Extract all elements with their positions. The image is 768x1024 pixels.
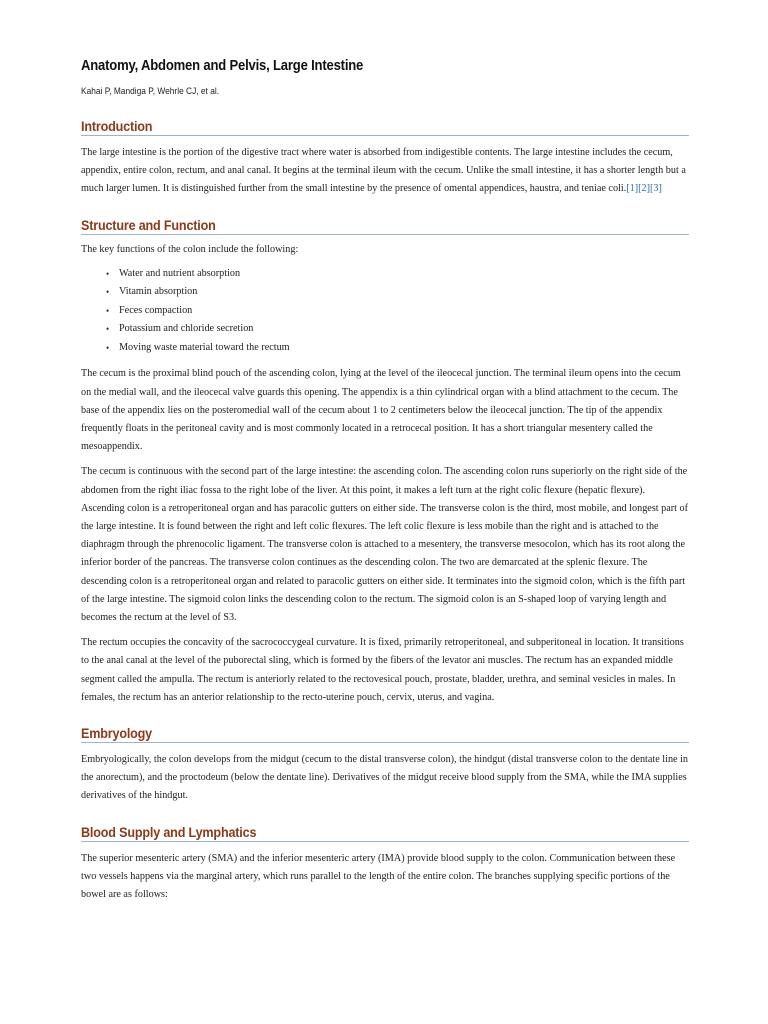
section-heading-embryology: Embryology	[81, 725, 689, 743]
list-item: • Potassium and chloride secretion	[119, 320, 689, 339]
document-authors: Kahai P, Mandiga P, Wehrle CJ, et al.	[81, 86, 220, 97]
functions-list	[81, 265, 689, 358]
section-heading-introduction: Introduction	[81, 118, 689, 136]
bullet-icon: •	[106, 342, 110, 353]
structure-intro: The key functions of the colon include the following:	[81, 243, 299, 255]
bullet-icon: •	[106, 305, 110, 316]
list-item: • Feces compaction	[119, 302, 689, 321]
list-item: • Water and nutrient absorption	[119, 265, 689, 284]
bullet-icon: •	[106, 287, 110, 298]
document-title: Anatomy, Abdomen and Pelvis, Large Intestine	[81, 58, 364, 74]
citation-link[interactable]: [1][2][3]	[626, 183, 662, 195]
bullet-icon: •	[106, 324, 110, 335]
introduction-paragraph: The large intestine is the portion of the digestive tract where water is absorbed from indigestible contents. The large intestine includes the cecum, appendix, entire colon, rectum, and anal canal. It begins at the terminal ileum with the cecum. Unlike the small intestine, it has a shorter length but a much larger lumen. It is distinguished further from the small intestine by the presence of omental appendices, haustra, and teniae coli.[1][2][3]	[81, 147, 686, 195]
structure-paragraph-rectum: The rectum occupies the concavity of the sacrococcygeal curvature. It is fixed, primarily retroperitoneal, and subperitoneal in location. It transitions to the anal canal at the level of the puborectal sling, which is formed by the fibers of the levator ani muscles. The rectum has an expanded middle segment called the ampulla. The rectum is anteriorly related to the rectovesical pouch, prostate, bladder, urethra, and seminal vesicles in males. In females, the rectum has an anterior relationship to the recto-uterine pouch, cervix, uterus, and vagina.	[81, 637, 684, 703]
structure-paragraph-colon: The cecum is continuous with the second part of the large intestine: the ascending colon. The ascending colon runs superiorly on the right side of the abdomen from the right iliac fossa to the right lobe of the liver. At this point, it makes a left turn at the right colic flexure (hepatic flexure). Ascending colon is a retroperitoneal organ and has paracolic gutters on either side. The transverse colon is the third, most mobile, and longest part of the large intestine. It is found between the right and left colic flexures. The left colic flexure is less mobile than the right and is attached to the diaphragm through the phrenocolic ligament. The transverse colon is attached to a mesentery, the transverse mesocolon, which has its root along the inferior border of the pancreas. The transverse colon continues as the descending colon. The two are demarcated at the splenic flexure. The descending colon is a retroperitoneal organ and related to paracolic gutters on either side. It terminates into the sigmoid colon, which is the fifth part of the large intestine. The sigmoid colon links the descending colon to the rectum. The sigmoid colon is an S-shaped loop of varying length and becomes the rectum at the level of S3.	[81, 466, 689, 623]
bullet-icon: •	[106, 268, 110, 279]
blood-supply-paragraph: The superior mesenteric artery (SMA) and the inferior mesenteric artery (IMA) provide blood supply to the colon. Communication between these two vessels happens via the marginal artery, which runs parallel to the length of the entire colon. The branches supplying specific portions of the bowel are as follows:	[81, 852, 676, 900]
list-item: • Vitamin absorption	[119, 283, 689, 302]
structure-paragraph-cecum: The cecum is the proximal blind pouch of the ascending colon, lying at the level of the ileocecal junction. The terminal ileum opens into the cecum on the medial wall, and the ileocecal valve guards this opening. The appendix is a thin cylindrical organ with a blind attachment to the cecum. The base of the appendix lies on the posteromedial wall of the cecum about 1 to 2 centimeters below the ileocecal junction. The tip of the appendix frequently floats in the peritoneal cavity and is most commonly located in a retrocecal position. It has a short triangular mesentery called the mesoappendix.	[81, 368, 681, 453]
section-heading-blood-supply: Blood Supply and Lymphatics	[81, 824, 689, 842]
embryology-paragraph: Embryologically, the colon develops from the midgut (cecum to the distal transverse colon), the hindgut (distal transverse colon to the dentate line in the anorectum), and the proctodeum (below the dentate line). Derivatives of the midgut receive blood supply from the SMA, while the IMA supplies derivatives of the hindgut.	[81, 753, 689, 802]
section-heading-structure-function: Structure and Function	[81, 217, 689, 235]
list-item: • Moving waste material toward the rectum	[119, 339, 689, 358]
document-page	[81, 58, 689, 904]
